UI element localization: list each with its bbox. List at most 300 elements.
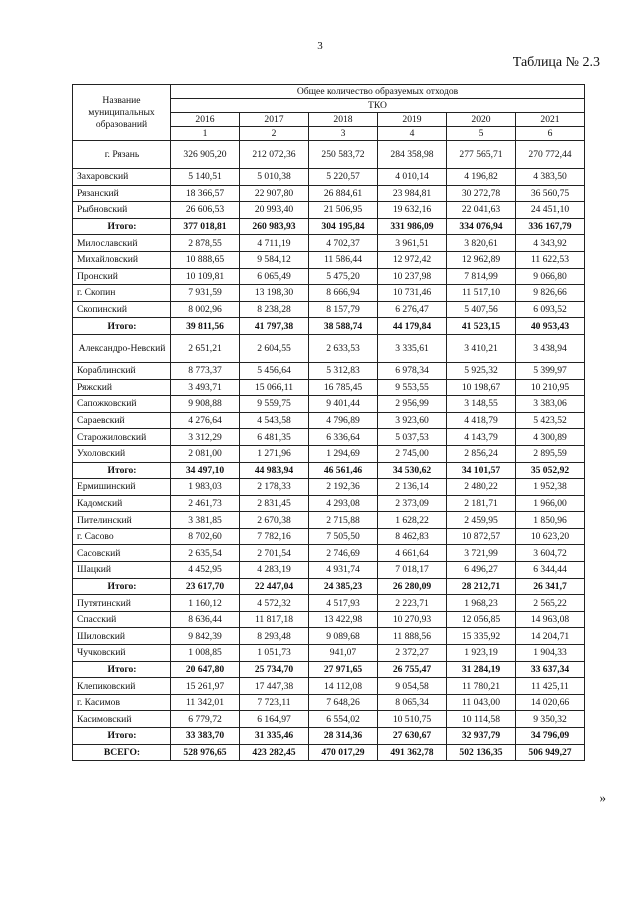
- municipality-name: г. Рязань: [73, 141, 171, 169]
- year-header: 2020: [447, 113, 516, 127]
- value-cell: 32 937,79: [447, 728, 516, 745]
- municipality-name: г. Касимов: [73, 694, 171, 711]
- value-cell: 10 872,57: [447, 528, 516, 545]
- value-cell: 2 373,09: [378, 495, 447, 512]
- municipality-name: Сапожковский: [73, 396, 171, 413]
- value-cell: 27 630,67: [378, 728, 447, 745]
- value-cell: 44 179,84: [378, 318, 447, 335]
- table-row: [73, 545, 585, 562]
- value-cell: 11 817,18: [240, 611, 309, 628]
- value-cell: 2 461,73: [171, 495, 240, 512]
- municipality-name: Ухоловский: [73, 445, 171, 462]
- value-cell: 4 418,79: [447, 412, 516, 429]
- value-cell: 6 093,52: [516, 301, 585, 318]
- municipality-name: Касимовский: [73, 711, 171, 728]
- municipality-name: Клепиковский: [73, 678, 171, 695]
- municipality-name: Сараевский: [73, 412, 171, 429]
- page-number: 3: [317, 40, 323, 52]
- municipality-name: Старожиловский: [73, 429, 171, 446]
- value-cell: 4 196,82: [447, 169, 516, 186]
- value-cell: 22 447,04: [240, 578, 309, 595]
- municipality-name: Итого:: [73, 661, 171, 678]
- value-cell: 14 204,71: [516, 628, 585, 645]
- value-cell: 28 212,71: [447, 578, 516, 595]
- table-row: [73, 169, 585, 186]
- table-row: [73, 268, 585, 285]
- value-cell: 20 993,40: [240, 202, 309, 219]
- value-cell: 2 604,55: [240, 334, 309, 362]
- value-cell: 8 462,83: [378, 528, 447, 545]
- value-cell: 4 383,50: [516, 169, 585, 186]
- value-cell: 28 314,36: [309, 728, 378, 745]
- municipality-name: Скопинский: [73, 301, 171, 318]
- value-cell: 15 066,11: [240, 379, 309, 396]
- table-row: [73, 285, 585, 302]
- municipality-name: Ряжский: [73, 379, 171, 396]
- value-cell: 11 043,00: [447, 694, 516, 711]
- subtotal-row: [73, 728, 585, 745]
- value-cell: 39 811,56: [171, 318, 240, 335]
- value-cell: 528 976,65: [171, 744, 240, 761]
- table-row: [73, 628, 585, 645]
- value-cell: 26 884,61: [309, 185, 378, 202]
- municipality-name: Сасовский: [73, 545, 171, 562]
- table-row: [73, 185, 585, 202]
- value-cell: 3 148,55: [447, 396, 516, 413]
- value-cell: 3 721,99: [447, 545, 516, 562]
- value-cell: 2 701,54: [240, 545, 309, 562]
- value-cell: 18 366,57: [171, 185, 240, 202]
- value-cell: 30 272,78: [447, 185, 516, 202]
- value-cell: 7 723,11: [240, 694, 309, 711]
- value-cell: 1 968,23: [447, 595, 516, 612]
- value-cell: 2 565,22: [516, 595, 585, 612]
- value-cell: 10 623,20: [516, 528, 585, 545]
- value-cell: 2 633,53: [309, 334, 378, 362]
- value-cell: 1 294,69: [309, 445, 378, 462]
- value-cell: 4 711,19: [240, 235, 309, 252]
- value-cell: 7 814,99: [447, 268, 516, 285]
- value-cell: 35 052,92: [516, 462, 585, 479]
- value-cell: 1 008,85: [171, 645, 240, 662]
- value-cell: 40 953,43: [516, 318, 585, 335]
- value-cell: 260 983,93: [240, 218, 309, 235]
- value-cell: 10 198,67: [447, 379, 516, 396]
- value-cell: 277 565,71: [447, 141, 516, 169]
- value-cell: 4 572,32: [240, 595, 309, 612]
- table-row: [73, 479, 585, 496]
- value-cell: 6 276,47: [378, 301, 447, 318]
- value-cell: 3 961,51: [378, 235, 447, 252]
- municipality-name: Милославский: [73, 235, 171, 252]
- value-cell: 3 820,61: [447, 235, 516, 252]
- municipality-name: Пронский: [73, 268, 171, 285]
- value-cell: 14 963,08: [516, 611, 585, 628]
- value-cell: 8 702,60: [171, 528, 240, 545]
- value-cell: 4 300,89: [516, 429, 585, 446]
- table-row: [73, 362, 585, 379]
- municipality-name: Итого:: [73, 318, 171, 335]
- value-cell: 11 425,11: [516, 678, 585, 695]
- value-cell: 27 971,65: [309, 661, 378, 678]
- value-cell: 7 931,59: [171, 285, 240, 302]
- table-row: [73, 396, 585, 413]
- value-cell: 3 604,72: [516, 545, 585, 562]
- value-cell: 6 779,72: [171, 711, 240, 728]
- table-label: Таблица № 2.3: [512, 55, 600, 70]
- value-cell: 5 140,51: [171, 169, 240, 186]
- value-cell: 2 178,33: [240, 479, 309, 496]
- table-row: [73, 412, 585, 429]
- table-row: [73, 379, 585, 396]
- value-cell: 6 978,34: [378, 362, 447, 379]
- municipality-name: Рязанский: [73, 185, 171, 202]
- value-cell: 23 984,81: [378, 185, 447, 202]
- value-cell: 10 888,65: [171, 251, 240, 268]
- table-row: [73, 141, 585, 169]
- value-cell: 2 635,54: [171, 545, 240, 562]
- value-cell: 1 904,33: [516, 645, 585, 662]
- municipality-header: Название муниципальных образований: [73, 85, 171, 141]
- year-header: 2018: [309, 113, 378, 127]
- value-cell: 8 293,48: [240, 628, 309, 645]
- value-cell: 491 362,78: [378, 744, 447, 761]
- value-cell: 2 372,27: [378, 645, 447, 662]
- value-cell: 4 343,92: [516, 235, 585, 252]
- value-cell: 21 506,95: [309, 202, 378, 219]
- value-cell: 12 972,42: [378, 251, 447, 268]
- value-cell: 36 560,75: [516, 185, 585, 202]
- table-row: [73, 528, 585, 545]
- value-cell: 941,07: [309, 645, 378, 662]
- value-cell: 9 908,88: [171, 396, 240, 413]
- value-cell: 9 553,55: [378, 379, 447, 396]
- value-cell: 1 051,73: [240, 645, 309, 662]
- value-cell: 15 261,97: [171, 678, 240, 695]
- value-cell: 1 983,03: [171, 479, 240, 496]
- value-cell: 4 796,89: [309, 412, 378, 429]
- value-cell: 5 220,57: [309, 169, 378, 186]
- value-cell: 304 195,84: [309, 218, 378, 235]
- value-cell: 12 962,89: [447, 251, 516, 268]
- table-row: [73, 512, 585, 529]
- value-cell: 4 143,79: [447, 429, 516, 446]
- value-cell: 9 559,75: [240, 396, 309, 413]
- value-cell: 1 628,22: [378, 512, 447, 529]
- value-cell: 1 850,96: [516, 512, 585, 529]
- value-cell: 4 931,74: [309, 562, 378, 579]
- value-cell: 31 335,46: [240, 728, 309, 745]
- value-cell: 4 283,19: [240, 562, 309, 579]
- municipality-name: Шацкий: [73, 562, 171, 579]
- value-cell: 24 451,10: [516, 202, 585, 219]
- value-cell: 10 510,75: [378, 711, 447, 728]
- value-cell: 284 358,98: [378, 141, 447, 169]
- table-row: [73, 334, 585, 362]
- subtotal-row: [73, 318, 585, 335]
- table-row: [73, 645, 585, 662]
- value-cell: 5 010,38: [240, 169, 309, 186]
- value-cell: 9 350,32: [516, 711, 585, 728]
- municipality-name: Пителинский: [73, 512, 171, 529]
- municipality-name: Шиловский: [73, 628, 171, 645]
- value-cell: 2 895,59: [516, 445, 585, 462]
- value-cell: 13 198,30: [240, 285, 309, 302]
- column-number: 6: [516, 127, 585, 141]
- value-cell: 5 925,32: [447, 362, 516, 379]
- value-cell: 5 399,97: [516, 362, 585, 379]
- table-row: [73, 251, 585, 268]
- value-cell: 2 081,00: [171, 445, 240, 462]
- column-number: 4: [378, 127, 447, 141]
- value-cell: 2 956,99: [378, 396, 447, 413]
- value-cell: 2 670,38: [240, 512, 309, 529]
- value-cell: 6 496,27: [447, 562, 516, 579]
- value-cell: 8 002,96: [171, 301, 240, 318]
- value-cell: 33 383,70: [171, 728, 240, 745]
- year-header: 2016: [171, 113, 240, 127]
- value-cell: 3 438,94: [516, 334, 585, 362]
- value-cell: 9 842,39: [171, 628, 240, 645]
- value-cell: 7 505,50: [309, 528, 378, 545]
- value-cell: 2 181,71: [447, 495, 516, 512]
- value-cell: 25 734,70: [240, 661, 309, 678]
- value-cell: 2 223,71: [378, 595, 447, 612]
- value-cell: 22 907,80: [240, 185, 309, 202]
- value-cell: 5 423,52: [516, 412, 585, 429]
- value-cell: 34 101,57: [447, 462, 516, 479]
- value-cell: 16 785,45: [309, 379, 378, 396]
- value-cell: 3 493,71: [171, 379, 240, 396]
- value-cell: 4 293,08: [309, 495, 378, 512]
- value-cell: 506 949,27: [516, 744, 585, 761]
- value-cell: 34 530,62: [378, 462, 447, 479]
- municipality-name: Чучковский: [73, 645, 171, 662]
- value-cell: 8 157,79: [309, 301, 378, 318]
- value-cell: 10 270,93: [378, 611, 447, 628]
- value-cell: 326 905,20: [171, 141, 240, 169]
- value-cell: 4 010,14: [378, 169, 447, 186]
- value-cell: 11 586,44: [309, 251, 378, 268]
- subgroup-title: ТКО: [171, 99, 585, 113]
- municipality-name: г. Скопин: [73, 285, 171, 302]
- table-row: [73, 711, 585, 728]
- column-number: 2: [240, 127, 309, 141]
- subtotal-row: [73, 578, 585, 595]
- value-cell: 1 923,19: [447, 645, 516, 662]
- value-cell: 23 617,70: [171, 578, 240, 595]
- value-cell: 19 632,16: [378, 202, 447, 219]
- value-cell: 22 041,63: [447, 202, 516, 219]
- value-cell: 2 831,45: [240, 495, 309, 512]
- value-cell: 6 336,64: [309, 429, 378, 446]
- value-cell: 502 136,35: [447, 744, 516, 761]
- table-row: [73, 678, 585, 695]
- value-cell: 31 284,19: [447, 661, 516, 678]
- municipality-name: Кадомский: [73, 495, 171, 512]
- municipality-name: Путятинский: [73, 595, 171, 612]
- value-cell: 6 065,49: [240, 268, 309, 285]
- table-row: [73, 445, 585, 462]
- value-cell: 2 136,14: [378, 479, 447, 496]
- column-number: 5: [447, 127, 516, 141]
- value-cell: 8 065,34: [378, 694, 447, 711]
- value-cell: 423 282,45: [240, 744, 309, 761]
- value-cell: 3 312,29: [171, 429, 240, 446]
- value-cell: 26 755,47: [378, 661, 447, 678]
- value-cell: 3 335,61: [378, 334, 447, 362]
- value-cell: 3 923,60: [378, 412, 447, 429]
- value-cell: 9 089,68: [309, 628, 378, 645]
- value-cell: 2 480,22: [447, 479, 516, 496]
- column-number: 1: [171, 127, 240, 141]
- value-cell: 5 475,20: [309, 268, 378, 285]
- value-cell: 4 661,64: [378, 545, 447, 562]
- closing-quote: »: [599, 790, 606, 805]
- value-cell: 9 066,80: [516, 268, 585, 285]
- year-header: 2021: [516, 113, 585, 127]
- municipality-name: Итого:: [73, 218, 171, 235]
- waste-table: [72, 84, 585, 761]
- value-cell: 8 238,28: [240, 301, 309, 318]
- value-cell: 6 481,35: [240, 429, 309, 446]
- value-cell: 34 796,09: [516, 728, 585, 745]
- value-cell: 2 651,21: [171, 334, 240, 362]
- value-cell: 9 826,66: [516, 285, 585, 302]
- value-cell: 24 385,23: [309, 578, 378, 595]
- municipality-name: Итого:: [73, 728, 171, 745]
- value-cell: 3 383,06: [516, 396, 585, 413]
- table-row: [73, 202, 585, 219]
- column-number: 3: [309, 127, 378, 141]
- value-cell: 5 312,83: [309, 362, 378, 379]
- value-cell: 15 335,92: [447, 628, 516, 645]
- value-cell: 2 746,69: [309, 545, 378, 562]
- value-cell: 11 888,56: [378, 628, 447, 645]
- value-cell: 334 076,94: [447, 218, 516, 235]
- value-cell: 9 401,44: [309, 396, 378, 413]
- table-row: [73, 562, 585, 579]
- value-cell: 1 271,96: [240, 445, 309, 462]
- value-cell: 38 588,74: [309, 318, 378, 335]
- municipality-name: Михайловский: [73, 251, 171, 268]
- municipality-name: Итого:: [73, 462, 171, 479]
- value-cell: 12 056,85: [447, 611, 516, 628]
- value-cell: 5 037,53: [378, 429, 447, 446]
- subtotal-row: [73, 462, 585, 479]
- year-header: 2019: [378, 113, 447, 127]
- value-cell: 212 072,36: [240, 141, 309, 169]
- value-cell: 270 772,44: [516, 141, 585, 169]
- value-cell: 4 543,58: [240, 412, 309, 429]
- value-cell: 10 237,98: [378, 268, 447, 285]
- value-cell: 7 648,26: [309, 694, 378, 711]
- value-cell: 2 856,24: [447, 445, 516, 462]
- value-cell: 9 054,58: [378, 678, 447, 695]
- value-cell: 5 456,64: [240, 362, 309, 379]
- municipality-name: Итого:: [73, 578, 171, 595]
- value-cell: 14 112,08: [309, 678, 378, 695]
- value-cell: 26 606,53: [171, 202, 240, 219]
- value-cell: 11 517,10: [447, 285, 516, 302]
- subtotal-row: [73, 661, 585, 678]
- value-cell: 2 192,36: [309, 479, 378, 496]
- municipality-name: ВСЕГО:: [73, 744, 171, 761]
- value-cell: 11 622,53: [516, 251, 585, 268]
- value-cell: 44 983,94: [240, 462, 309, 479]
- value-cell: 1 966,00: [516, 495, 585, 512]
- table-row: [73, 694, 585, 711]
- municipality-name: Захаровский: [73, 169, 171, 186]
- value-cell: 8 636,44: [171, 611, 240, 628]
- year-header: 2017: [240, 113, 309, 127]
- table-row: [73, 429, 585, 446]
- value-cell: 33 637,34: [516, 661, 585, 678]
- value-cell: 2 745,00: [378, 445, 447, 462]
- value-cell: 11 342,01: [171, 694, 240, 711]
- value-cell: 377 018,81: [171, 218, 240, 235]
- municipality-name: Спасский: [73, 611, 171, 628]
- value-cell: 17 447,38: [240, 678, 309, 695]
- value-cell: 9 584,12: [240, 251, 309, 268]
- value-cell: 7 018,17: [378, 562, 447, 579]
- value-cell: 26 341,7: [516, 578, 585, 595]
- value-cell: 3 410,21: [447, 334, 516, 362]
- value-cell: 6 554,02: [309, 711, 378, 728]
- value-cell: 8 773,37: [171, 362, 240, 379]
- value-cell: 4 517,93: [309, 595, 378, 612]
- municipality-name: г. Сасово: [73, 528, 171, 545]
- municipality-name: Ермишинский: [73, 479, 171, 496]
- value-cell: 470 017,29: [309, 744, 378, 761]
- municipality-name: Кораблинский: [73, 362, 171, 379]
- value-cell: 10 109,81: [171, 268, 240, 285]
- grand-total-row: [73, 744, 585, 761]
- value-cell: 4 702,37: [309, 235, 378, 252]
- value-cell: 7 782,16: [240, 528, 309, 545]
- value-cell: 26 280,09: [378, 578, 447, 595]
- value-cell: 5 407,56: [447, 301, 516, 318]
- value-cell: 10 114,58: [447, 711, 516, 728]
- value-cell: 6 344,44: [516, 562, 585, 579]
- municipality-name: Александро-Невский: [73, 334, 171, 362]
- value-cell: 41 797,38: [240, 318, 309, 335]
- value-cell: 3 381,85: [171, 512, 240, 529]
- table-row: [73, 235, 585, 252]
- value-cell: 46 561,46: [309, 462, 378, 479]
- value-cell: 6 164,97: [240, 711, 309, 728]
- value-cell: 14 020,66: [516, 694, 585, 711]
- value-cell: 336 167,79: [516, 218, 585, 235]
- value-cell: 250 583,72: [309, 141, 378, 169]
- value-cell: 41 523,15: [447, 318, 516, 335]
- value-cell: 2 878,55: [171, 235, 240, 252]
- group-title: Общее количество образуемых отходов: [171, 85, 585, 99]
- table-row: [73, 595, 585, 612]
- value-cell: 2 715,88: [309, 512, 378, 529]
- value-cell: 11 780,21: [447, 678, 516, 695]
- value-cell: 34 497,10: [171, 462, 240, 479]
- value-cell: 8 666,94: [309, 285, 378, 302]
- value-cell: 1 952,38: [516, 479, 585, 496]
- value-cell: 20 647,80: [171, 661, 240, 678]
- value-cell: 2 459,95: [447, 512, 516, 529]
- value-cell: 13 422,98: [309, 611, 378, 628]
- value-cell: 1 160,12: [171, 595, 240, 612]
- value-cell: 10 731,46: [378, 285, 447, 302]
- table-row: [73, 611, 585, 628]
- table-row: [73, 301, 585, 318]
